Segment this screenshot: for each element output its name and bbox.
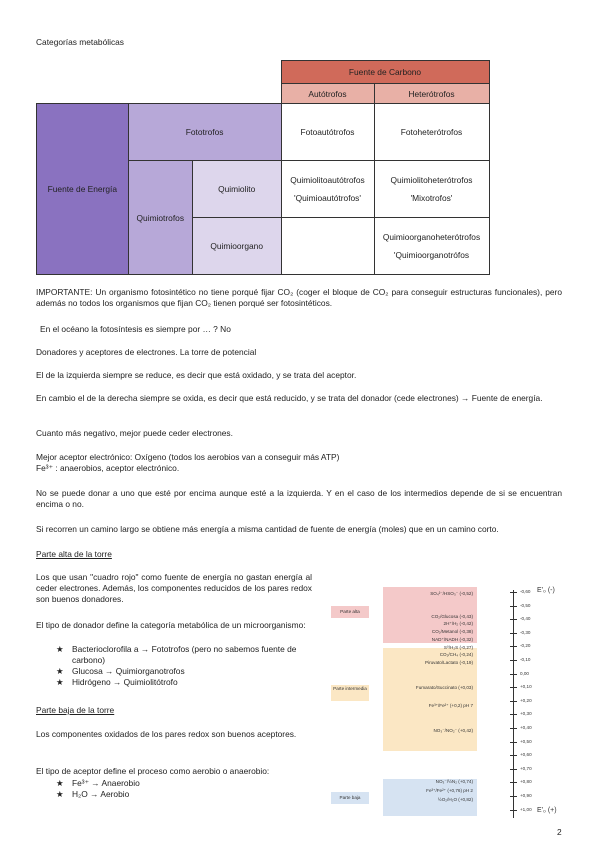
redox-couple: CO₂/CH₄ (-0,24) xyxy=(439,652,473,657)
fotoautotrofos-cell: Fotoautótrofos xyxy=(281,104,374,161)
label-parte-baja: Parte baja xyxy=(331,792,369,804)
axis-tick-label: 0,00 xyxy=(520,670,529,676)
axis-tick xyxy=(510,796,517,797)
axis-bottom-label: E'₀ (+) xyxy=(537,807,557,814)
axis-tick xyxy=(510,687,517,688)
axis-tick-label: -0,50 xyxy=(520,602,531,608)
axis-tick xyxy=(510,646,517,647)
quimioorgano-cell: Quimioorgano xyxy=(192,218,281,275)
redox-couple: NO₃⁻/½N₂ (+0,74) xyxy=(435,779,473,784)
label-parte-intermedia: Parte intermedia xyxy=(331,685,369,701)
derecha-paragraph: En cambio el de la derecha siempre se oxida, es decir que está reducido, y se trata del donador (cede electrones) → Fuente de energía. xyxy=(36,393,543,403)
list-item: ★ H₂O → Aerobio xyxy=(56,789,130,799)
star-icon: ★ xyxy=(56,644,64,654)
metabolic-categories-table xyxy=(36,60,490,275)
axis-tick xyxy=(510,674,517,675)
redox-tower-figure xyxy=(325,582,565,822)
list-item: ★ Fe³⁺ → Anaerobio xyxy=(56,778,140,788)
redox-couple: Fe³⁺/Fe²⁺ (+0,2) pH 7 xyxy=(428,703,473,708)
oceano-line: En el océano la fotosíntesis es siempre por … ? No xyxy=(40,324,231,334)
list-item: ★ Bacterioclorofila a → Fototrofos (pero no sabemos fuente de carbono) xyxy=(56,644,297,665)
axis-tick xyxy=(510,592,517,593)
fe3-line: Fe³⁺ : anaerobios, aceptor electrónico. xyxy=(36,463,180,473)
redox-couple: Piruvato/Lactato (-0,19) xyxy=(424,660,473,665)
parte-alta-text: Los que usan "cuadro rojo" como fuente de energía no gastan energía al ceder electrones. Además, los componentes reducidos de los pares redox son buenos donadores. xyxy=(36,572,312,604)
camino-line: Si recorren un camino largo se obtiene más energía a misma cantidad de fuente de energía (moles) que en un camino corto. xyxy=(36,524,499,534)
axis-tick xyxy=(510,701,517,702)
axis-tick xyxy=(510,755,517,756)
axis-tick xyxy=(510,619,517,620)
redox-couple: S⁰/H₂S (-0,27) xyxy=(443,645,473,650)
axis-tick-label: -0,40 xyxy=(520,616,531,622)
importante-paragraph: IMPORTANTE: Un organismo fotosintético no tiene porqué fijar CO₂ (coger el bloque de CO₂ para conseguir estructuras funcionales), pero además no todos los organismos que fijan CO₂ tienen porqué ser fotosintéticos. xyxy=(36,287,562,308)
redox-couple: CO₂/Metanol (-0,38) xyxy=(431,629,473,634)
no-puede-paragraph: No se puede donar a uno que esté por encima aunque esté a la izquierda. Y en el caso de los intermedios depende de si se encuentran encima o no. xyxy=(36,488,562,509)
axis-top-label: E'₀ (-) xyxy=(537,587,555,594)
negativo-line: Cuanto más negativo, mejor puede ceder electrones. xyxy=(36,428,233,438)
redox-couple: Fe³⁺/Fe²⁺ (+0,76) pH 2 xyxy=(426,788,473,793)
redox-couple: SO₄²⁻/HSO₃⁻ (-0,52) xyxy=(430,591,473,596)
axis-tick xyxy=(510,728,517,729)
potential-axis xyxy=(513,590,514,818)
star-icon: ★ xyxy=(56,677,64,687)
axis-tick-label: -0,10 xyxy=(520,657,531,662)
star-icon: ★ xyxy=(56,789,64,799)
axis-tick-label: +0,80 xyxy=(520,779,532,785)
axis-tick-label: +0,50 xyxy=(520,738,532,744)
axis-tick xyxy=(510,782,517,783)
axis-tick xyxy=(510,810,517,811)
page-title: Categorías metabólicas xyxy=(36,37,124,47)
parte-baja-text: Los componentes oxidados de los pares redox son buenos aceptores. xyxy=(36,729,297,739)
parte-baja-heading: Parte baja de la torre xyxy=(36,705,115,715)
axis-tick xyxy=(510,769,517,770)
quimiolito-cell: Quimiolito xyxy=(192,161,281,218)
axis-tick-label: +1,00 xyxy=(520,806,532,812)
axis-tick-label: +0,10 xyxy=(520,684,532,690)
donadores-heading: Donadores y aceptores de electrones. La torre de potencial xyxy=(36,347,257,357)
empty-cell xyxy=(281,218,374,275)
quimioorganoheterotrofos-cell: Quimioorganoheterótrofos 'Quimioorganotrófos xyxy=(374,218,489,275)
redox-couple: CO₂/Glucosa (-0,43) xyxy=(431,614,473,619)
autotrofos-header: Autótrofos xyxy=(281,84,374,104)
quimiolitoheterotrofos-cell: Quimiolitoheterótrofos 'Mixotrofos' xyxy=(374,161,489,218)
page-number: 2 xyxy=(557,827,562,837)
redox-couple: Fumarato/Succinato (+0,03) xyxy=(415,685,473,690)
star-icon: ★ xyxy=(56,666,64,676)
star-icon: ★ xyxy=(56,778,64,788)
axis-tick-label: -0,60 xyxy=(520,589,531,594)
heterotrofos-header: Heterótrofos xyxy=(374,84,489,104)
redox-couple: 2H⁺/H₂ (-0,42) xyxy=(443,621,473,626)
axis-tick-label: +0,40 xyxy=(520,725,532,730)
tipo-donador-text: El tipo de donador define la categoría metabólica de un microorganismo: xyxy=(36,620,306,630)
list-item: ★ Glucosa → Quimiorganotrofos xyxy=(56,666,185,676)
fototrofos-cell: Fototrofos xyxy=(128,104,281,161)
redox-couple: NAD⁺/NADH (-0,32) xyxy=(431,637,473,642)
axis-tick xyxy=(510,660,517,661)
axis-tick xyxy=(510,633,517,634)
energy-source-cell: Fuente de Energía xyxy=(37,104,129,275)
axis-tick xyxy=(510,714,517,715)
axis-tick-label: +0,90 xyxy=(520,793,532,798)
axis-tick-label: +0,30 xyxy=(520,711,532,717)
axis-tick-label: +0,70 xyxy=(520,765,532,771)
list-item: ★ Hidrógeno → Quimiolitótrofo xyxy=(56,677,178,687)
izquierda-line: El de la izquierda siempre se reduce, es decir que está oxidado, y se trata del aceptor. xyxy=(36,370,357,380)
aceptor-list xyxy=(56,778,312,800)
mejor-aceptor-line: Mejor aceptor electrónico: Oxígeno (todos los aerobios van a conseguir más ATP) xyxy=(36,452,340,462)
axis-tick-label: -0,30 xyxy=(520,629,531,635)
axis-tick-label: -0,20 xyxy=(520,643,531,649)
axis-tick xyxy=(510,606,517,607)
tipo-aceptor-text: El tipo de aceptor define el proceso como aerobio o anaerobio: xyxy=(36,766,270,776)
quimiolitoautotrofos-cell: Quimiolitoautótrofos 'Quimioautótrofos' xyxy=(281,161,374,218)
quimiotrofos-cell: Quimiotrofos xyxy=(128,161,192,275)
label-parte-alta: Parte alta xyxy=(331,606,369,618)
axis-tick xyxy=(510,742,517,743)
axis-tick-label: +0,20 xyxy=(520,697,532,703)
donador-list xyxy=(56,644,312,688)
axis-tick-label: +0,60 xyxy=(520,752,532,758)
redox-couple: NO₃⁻/NO₂⁻ (+0,42) xyxy=(433,728,473,733)
fotoheterotrofos-cell: Fotoheterótrofos xyxy=(374,104,489,161)
parte-alta-heading: Parte alta de la torre xyxy=(36,549,112,559)
carbon-source-header: Fuente de Carbono xyxy=(281,61,489,84)
redox-couple: ½O₂/H₂O (+0,82) xyxy=(437,797,473,802)
